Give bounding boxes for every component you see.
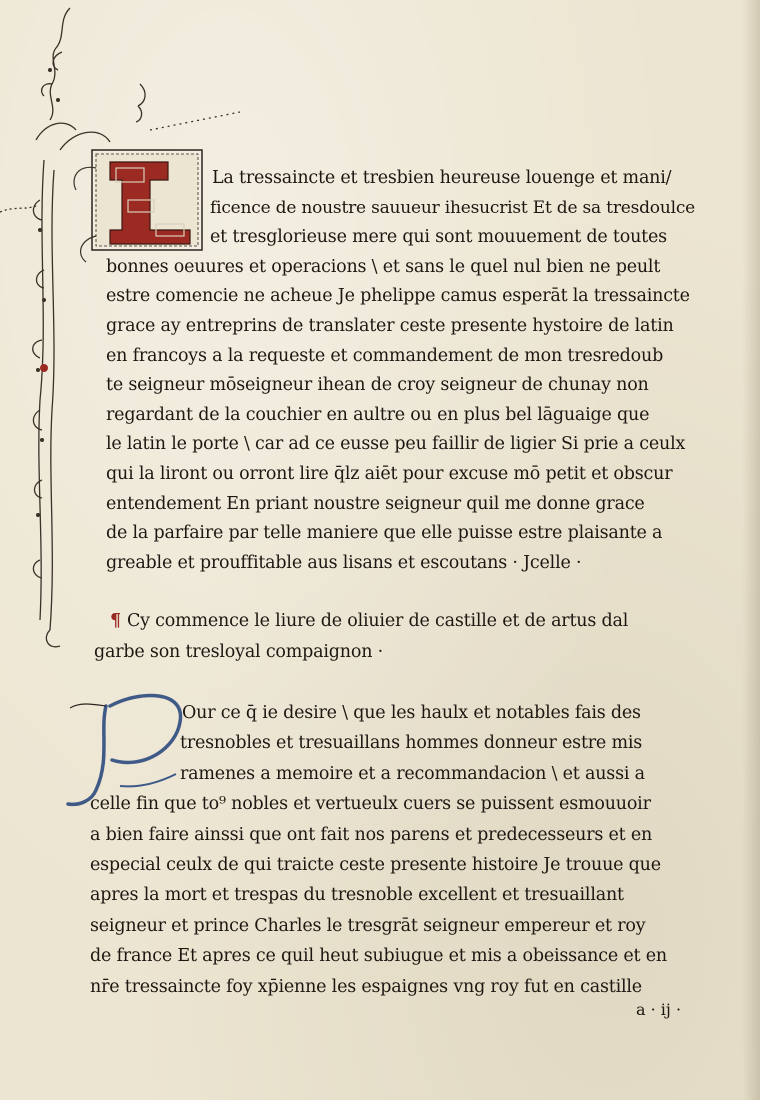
rubric-pilcrow: ¶: [110, 611, 121, 631]
prologue-line-text: grace ay entreprins de translater ceste presente hystoire de latin: [106, 316, 674, 336]
chapter-line-text: tresnobles et tresuaillans hommes donneur estre mis: [180, 733, 643, 754]
prologue-line-text: bonnes oeuures et operacions \ et sans le quel nul bien ne peult: [106, 256, 661, 277]
heading-line-text: garbe son tresloyal compaignon ·: [94, 642, 383, 662]
chapter-line-text: especial ceulx de qui traicte ceste presente histoire Je trouue que: [90, 855, 661, 875]
chapter-line-text: Our ce q̄ ie desire \ que les haulx et notables fais des: [182, 703, 641, 723]
chapter-line: [90, 850, 688, 880]
chapter-line: [90, 941, 688, 971]
prologue-line-text: ficence de noustre sauueur ihesucrist Et de sa tresdoulce: [210, 197, 696, 218]
chapter-line: [180, 759, 688, 789]
chapter-line-text: ramenes a memoire et a recommandacion \ et aussi a: [180, 763, 645, 784]
chapter-line: [90, 880, 688, 910]
chapter-line-text: a bien faire ainssi que ont fait nos parens et predecesseurs et en: [90, 824, 653, 845]
heading-line-text: Cy commence le liure de oliuier de castille et de artus dal: [126, 611, 629, 631]
prologue-line-text: entendement En priant noustre seigneur quil me donne grace: [106, 493, 645, 514]
chapter-line: [90, 789, 688, 819]
prologue-line-text: regardant de la couchier en aultre ou en plus bel lāguaige que: [106, 404, 650, 425]
chapter-line-text: apres la mort et trespas du tresnoble excellent et tresuaillant: [90, 885, 624, 906]
chapter-line: [180, 728, 688, 758]
folio-signature: a · ij ·: [636, 1000, 682, 1019]
chapter-line: [90, 911, 688, 941]
chapter-line-text: nr̄e tressaincte foy xp̄ienne les espaignes vng roy fut en castille: [90, 976, 642, 997]
chapter-line-text: de france Et apres ce quil heut subiugue et mis a obeissance et en: [90, 946, 667, 967]
prologue-line-text: greable et prouffitable aus lisans et escoutans · Jcelle ·: [106, 552, 582, 573]
chapter-line-text: celle fin que to⁹ nobles et vertueulx cuers se puissent esmouuoir: [90, 794, 651, 815]
chapter-line-text: seigneur et prince Charles le tresgrāt seigneur empereur et roy: [90, 915, 646, 936]
prologue-line-text: le latin le porte \ car ad ce eusse peu faillir de ligier Si prie a ceulx: [106, 434, 686, 455]
prologue-line-text: te seigneur mōseigneur ihean de croy seigneur de chunay non: [106, 375, 649, 396]
chapter-line: [182, 698, 688, 728]
prologue-line-text: estre comencie ne acheue Je phelippe camus esperāt la tressaincte: [106, 286, 690, 307]
prologue-line-text: qui la liront ou orront lire q̄lz aiēt pour excuse mō petit et obscur: [106, 464, 673, 484]
prologue-line-text: et tresglorieuse mere qui sont mouuement de toutes: [210, 227, 667, 248]
chapter-line: [90, 820, 688, 850]
prologue-line-text: La tressaincte et tresbien heureuse louenge et mani/: [212, 168, 672, 188]
prologue-line-text: en francoys a la requeste et commandement de mon tresredoub: [106, 345, 664, 366]
chapter-line: [90, 972, 688, 1002]
prologue-line-text: de la parfaire par telle maniere que elle puisse estre plaisante a: [106, 523, 663, 544]
